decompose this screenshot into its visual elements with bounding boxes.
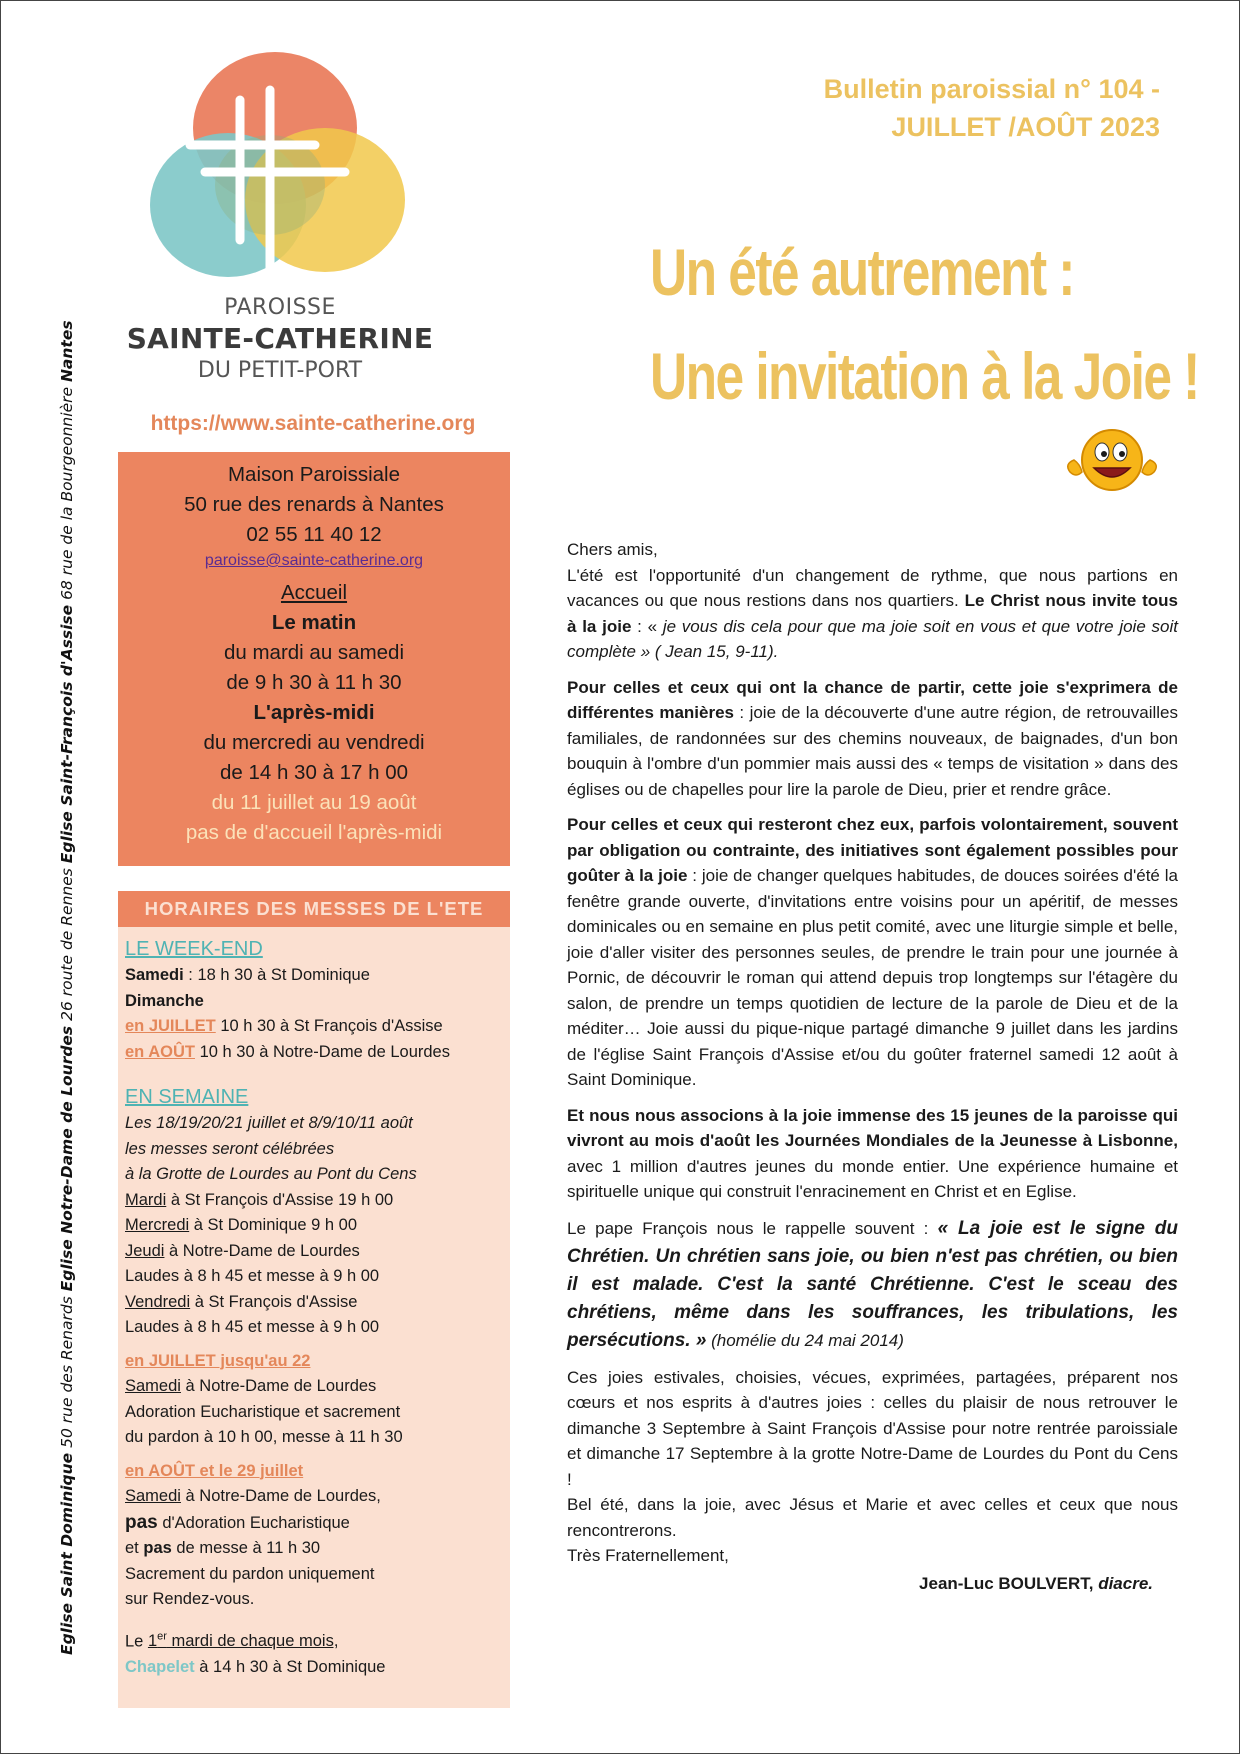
mass-schedule-title: HORAIRES DES MESSES DE L'ETE [118,891,510,927]
logo-paroisse-text: PAROISSE [224,295,336,320]
aout29-heading: en AOÛT et le 29 juillet [125,1461,304,1480]
letter-greeting: Chers amis, [567,540,658,559]
p5-intro: Le pape François nous le rappelle souvent : [567,1218,938,1238]
pope-quote-source: (homélie du 24 mai 2014) [706,1330,904,1350]
letter-paragraph-5 [567,1215,1178,1355]
a29-line-5: sur Rendez-vous. [125,1590,255,1608]
letter-paragraph-2 [567,675,1178,803]
a29-pas-2: pas [143,1539,172,1557]
chapelet-text: à 14 h 30 à St Dominique [194,1657,386,1676]
address-dominique: 50 rue des Renards [58,1291,76,1453]
semaine-line-1: Les 18/19/20/21 juillet et 8/9/10/11 août [125,1114,413,1132]
aout-text: 10 h 30 à Notre-Dame de Lourdes [194,1042,450,1061]
aprem-label: L'après-midi [253,701,375,724]
maison-title: Maison Paroissiale [227,463,401,486]
church-name-assise: Eglise Saint-François d'Assise [58,604,76,864]
a29-line-3: de messe à 11 h 30 [171,1539,321,1557]
a29-line-4: Sacrement du pardon uniquement [125,1564,375,1583]
accueil-heading: Accueil [280,581,348,604]
church-name-lourdes: Eglise Notre-Dame de Lourdes [58,1025,76,1292]
chapelet-first-tuesday [148,1632,338,1650]
juillet-label: en JUILLET [125,1017,216,1035]
semaine-line-3: à la Grotte de Lourdes au Pont du Cens [125,1165,417,1183]
summer-note-closed: pas de d'accueil l'après-midi [185,821,443,844]
matin-label: Le matin [271,611,357,634]
samedi-label: Samedi [125,966,184,984]
aout-label: en AOÛT [125,1042,195,1061]
summer-note-dates: du 11 juillet au 19 août [211,791,417,814]
vendredi-text: à St François d'Assise [190,1292,358,1311]
pastoral-letter [567,537,1178,1596]
p1-quote: je vous dis cela pour que ma joie soit en vous et que votre joie soit complète » ( Jean 15, 9-11). [567,616,1178,661]
p1-text: L'été est l'opportunité d'un changement de rythme, que nous partions en vacances ou que nous restions dans nos quartiers. [567,565,1178,610]
letter-paragraph-4 [567,1103,1178,1205]
j22-line-3: du pardon à 10 h 00, messe à 11 h 30 [125,1428,403,1446]
letter-paragraph-3 [567,812,1178,1093]
headline-line-1: Un été autrement : [650,235,1074,309]
p2-bold: Pour celles et ceux qui ont la chance de partir, cette joie s'exprimera de différentes manières [567,677,1178,722]
vendredi-label: Vendredi [125,1292,191,1311]
j22-line-1: à Notre-Dame de Lourdes [180,1377,377,1395]
chapelet-le: Le [125,1632,148,1650]
logo-subtitle: DU PETIT-PORT [197,358,363,383]
a29-et: et [125,1539,144,1557]
address-assise: 68 rue de la Bourgeonnière [58,382,76,605]
church-addresses-vertical [52,295,82,1655]
mercredi-text: à St Dominique 9 h 00 [189,1216,358,1234]
a29-line-2: d'Adoration Eucharistique [157,1513,350,1532]
p1-bold: Le Christ nous invite tous à la joie [567,591,1178,636]
bulletin-date: JUILLET /AOÛT 2023 [891,112,1160,142]
j22-samedi-label: Samedi [125,1377,181,1395]
j22-line-2: Adoration Eucharistique et sacrement [125,1402,401,1421]
address-lourdes: 26 route de Rennes [58,863,76,1026]
dimanche-label: Dimanche [125,991,204,1010]
mardi-text: à St François d'Assise 19 h 00 [166,1190,394,1209]
website-link[interactable]: https://www.sainte-catherine.org [150,412,476,435]
chapelet-number: 1 [147,1632,158,1650]
juillet22-heading: en JUILLET jusqu'au 22 [125,1351,311,1370]
signature-name: Jean-Luc BOULVERT, [919,1573,1099,1593]
a29-pas-1: pas [125,1511,158,1533]
matin-hours: de 9 h 30 à 11 h 30 [226,671,402,694]
p2-text: : joie de la découverte d'une autre région, de retrouvailles familiales, de randonnées sur des chemins nouveaux, de baignades, d'un bon bouquin à l'ombre d'un pommier mais aussi des « temps de visitation » dans des églises ou de chapelles pour lire la parole de Dieu, prier et rendre grâce. [567,703,1178,799]
chapelet-superscript: er [157,1630,167,1643]
p4-bold: Et nous nous associons à la joie immense des 15 jeunes de la paroisse qui vivront au mois d'août les Journées Mondiales de la Jeunesse à Lisbonne, [567,1105,1178,1150]
aprem-days: du mercredi au vendredi [203,731,425,754]
vendredi-laudes: Laudes à 8 h 45 et messe à 9 h 00 [125,1318,380,1336]
matin-days: du mardi au samedi [223,641,405,664]
samedi-text: : 18 h 30 à St Dominique [183,966,370,984]
signature [567,1571,1178,1597]
signature-role: diacre. [1098,1573,1153,1593]
semaine-heading: EN SEMAINE [125,1086,249,1108]
weekend-heading: LE WEEK-END [125,938,263,960]
p4-text: avec 1 million d'autres jeunes du monde entier. Une expérience humaine et spirituelle unique qui construit l'enracinement en Christ et en Eglise. [567,1156,1178,1201]
p1-colon: : « [631,616,663,636]
letter-paragraph-1 [567,563,1178,665]
mass-schedule-box [118,891,510,1708]
chapelet-label: Chapelet [125,1657,195,1676]
mercredi-label: Mercredi [125,1216,190,1234]
aprem-hours: de 14 h 30 à 17 h 00 [219,761,409,784]
pope-quote: « La joie est le signe du Chrétien. Un chrétien sans joie, ou bien n'est pas chrétien, ou bien il est malade. C'est la santé Chrétienne. C'est le sceau des chrétiens, même dans les souffrances, les tribulations, les persécutions. » [567,1217,1178,1351]
smiley-icon [1050,420,1170,500]
juillet-text: 10 h 30 à St François d'Assise [215,1017,443,1035]
parish-logo [150,50,410,300]
headline [650,220,1199,428]
maison-paroissiale-box [118,452,510,866]
maison-email-link[interactable]: paroisse@sainte-catherine.org [204,552,424,569]
p3-text: : joie de changer quelques habitudes, de douces soirées d'été la fenêtre grande ouverte, d'invitations entre voisins pour un apéritif, de messes dominicales ou en semaine en plus petit comité, avec une liturgie simple et belle, joie d'aller visiter des personnes seules, de prendre le train pour une journée à Pornic, de découvrir le roman qui attend depuis trop longtemps sur l'étagère du salon, de prendre un temps quotidien de lecture de la parole de Dieu et de la méditer… Joie aussi du pique-nique partagé dimanche 9 juillet dans les jardins de l'église Saint François d'Assise et/ou du goûter fraternel samedi 12 août à Saint Dominique. [567,866,1178,1089]
p3-bold: Pour celles et ceux qui resteront chez eux, parfois volontairement, souvent par obligation ou contrainte, des initiatives sont également possibles pour goûter à la joie [567,815,1178,885]
logo-parish-name: SAINTE-CATHERINE [126,322,434,355]
jeudi-laudes: Laudes à 8 h 45 et messe à 9 h 00 [125,1267,380,1285]
bulletin-number: Bulletin paroissial n° 104 - [823,74,1160,104]
church-name-dominique: Eglise Saint Dominique [58,1452,76,1655]
semaine-line-2: les messes seront célébrées [125,1139,335,1158]
jeudi-text: à Notre-Dame de Lourdes [164,1241,360,1260]
a29-line-1: à Notre-Dame de Lourdes, [180,1487,381,1505]
a29-samedi-label: Samedi [125,1487,181,1505]
jeudi-label: Jeudi [125,1241,165,1260]
city-name: Nantes [58,320,76,383]
mardi-label: Mardi [125,1190,167,1209]
letter-closing: Très Fraternellement, [567,1546,729,1565]
bulletin-header [720,70,1160,146]
letter-paragraph-6: Ces joies estivales, choisies, vécues, exprimées, partagées, préparent nos cœurs et nos esprits à d'autres joies : celles du plaisir de nous retrouver le dimanche 3 Septembre à Saint François d'Assise pour notre rentrée paroissiale et dimanche 17 Septembre à la grotte Notre-Dame de Lourdes du Pont du Cens ! [567,1367,1178,1489]
letter-paragraph-7: Bel été, dans la joie, avec Jésus et Marie et avec celles et ceux que nous rencontrerons. [567,1495,1178,1540]
headline-line-2: Une invitation à la Joie ! [650,339,1199,413]
maison-phone: 02 55 11 40 12 [246,523,382,546]
chapelet-rest: mardi de chaque mois, [166,1632,339,1650]
maison-address: 50 rue des renards à Nantes [184,493,444,516]
